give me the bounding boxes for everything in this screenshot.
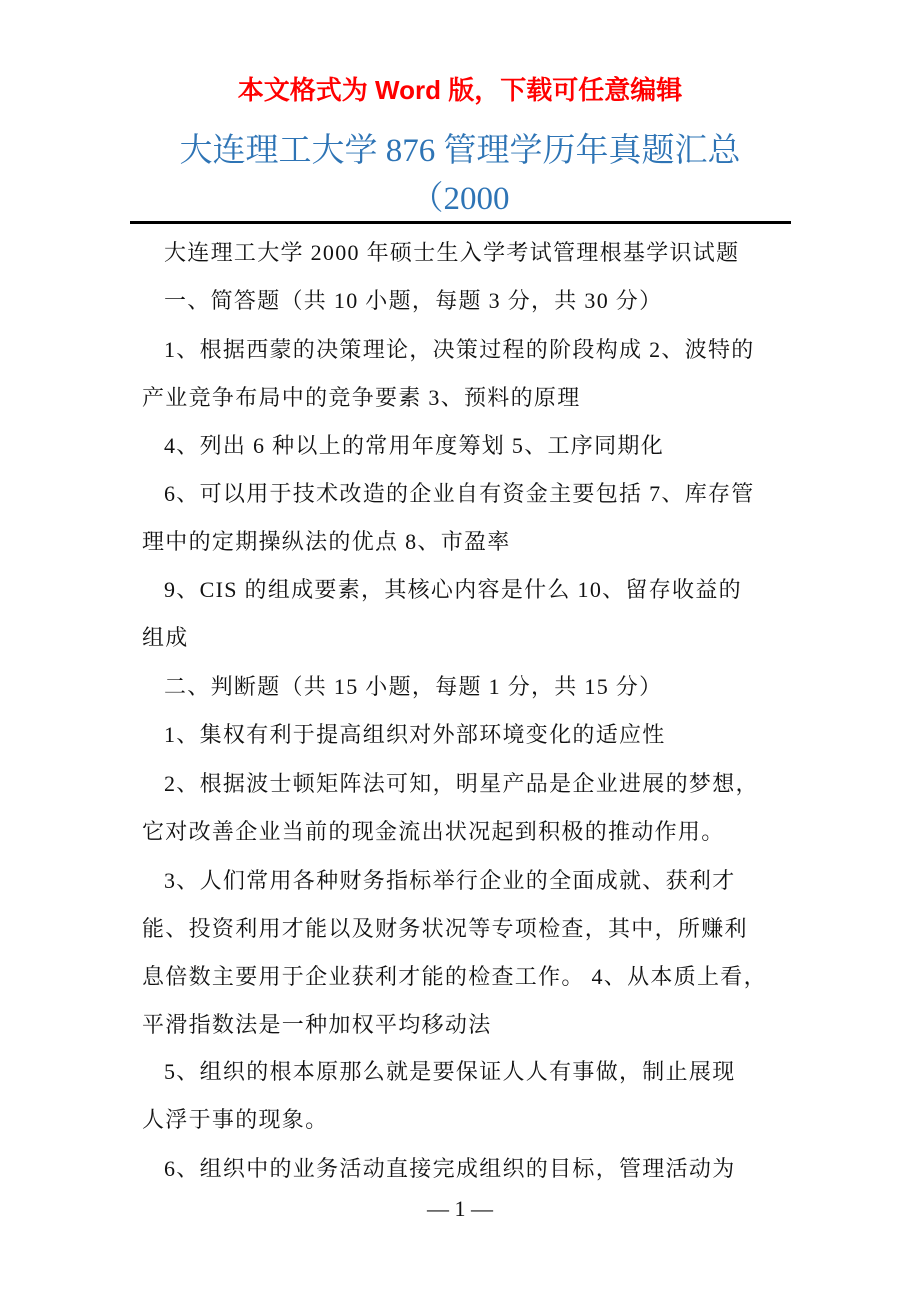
title-divider [130, 221, 791, 224]
text-line: 理中的定期操纵法的优点 8、市盈率 [142, 529, 511, 554]
text-line: 1、根据西蒙的决策理论，决策过程的阶段构成 2、波特的 [164, 337, 755, 362]
text-line: 人浮于事的现象。 [142, 1107, 329, 1132]
exam-heading: 大连理工大学 2000 年硕士生入学考试管理根基学识试题 [164, 240, 740, 265]
section-heading: 一、简答题（共 10 小题，每题 3 分，共 30 分） [164, 288, 663, 313]
document-title: 大连理工大学 876 管理学历年真题汇总 [179, 133, 741, 169]
text-line: 平滑指数法是一种加权平均移动法 [142, 1012, 492, 1037]
text-line: 9、CIS 的组成要素，其核心内容是什么 10、留存收益的 [164, 577, 742, 602]
text-line: 3、人们常用各种财务指标举行企业的全面成就、获利才 [164, 868, 736, 893]
text-line: 组成 [142, 625, 189, 650]
text-line: 息倍数主要用于企业获利才能的检查工作。 4、从本质上看， [142, 964, 767, 989]
editable-notice: 本文格式为 Word 版，下载可任意编辑 [237, 75, 683, 105]
text-line: 它对改善企业当前的现金流出状况起到积极的推动作用。 [142, 819, 725, 844]
text-line: 产业竞争布局中的竞争要素 3、预料的原理 [142, 385, 581, 410]
text-line: 6、可以用于技术改造的企业自有资金主要包括 7、库存管 [164, 481, 755, 506]
text-line: 2、根据波士顿矩阵法可知，明星产品是企业进展的梦想， [164, 771, 759, 796]
section-heading: 二、判断题（共 15 小题，每题 1 分，共 15 分） [164, 674, 663, 699]
text-line: 4、列出 6 种以上的常用年度筹划 5、工序同期化 [164, 433, 665, 458]
text-line: 1、集权有利于提高组织对外部环境变化的适应性 [164, 722, 666, 747]
document-title-continued: （2000 [410, 181, 510, 217]
page-number: — 1 — [427, 1196, 493, 1221]
text-line: 5、组织的根本原那么就是要保证人人有事做，制止展现 [164, 1059, 736, 1084]
text-line: 能、投资利用才能以及财务状况等专项检查，其中，所赚利 [142, 916, 748, 941]
text-line: 6、组织中的业务活动直接完成组织的目标，管理活动为 [164, 1156, 736, 1181]
